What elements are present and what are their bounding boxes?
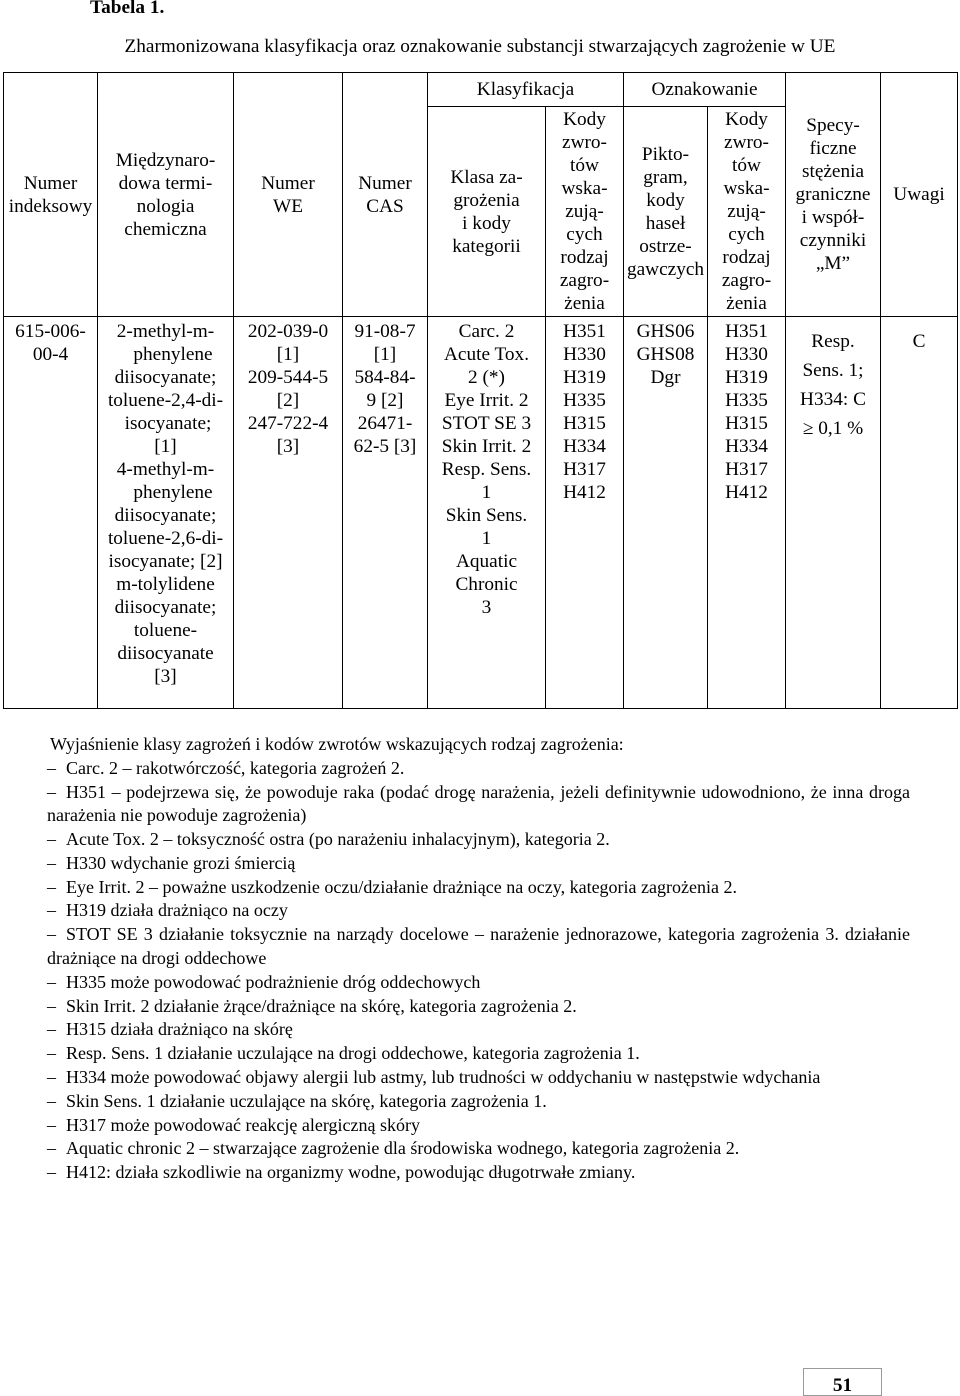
cell-line: STOT SE 3 [441,413,532,434]
legend-line [47,852,910,876]
legend-line-text: drażniące na drogi oddechowe [47,948,267,969]
list-dash-marker: – [47,924,56,945]
cell-line: 202-039-0 [247,321,329,342]
cell-line: graniczne [795,184,871,205]
cell-line: diisocyanate; [114,597,217,618]
cell-line: Numer [261,172,315,194]
list-dash-marker: – [47,852,56,873]
cell-line: stężenia [801,161,865,182]
cell-line: H335 [563,390,606,411]
cell-hazard-class [428,317,546,709]
list-dash-marker: – [47,971,56,992]
cell-line: nologia [136,195,195,217]
legend-line [47,1114,910,1138]
legend-intro: Wyjaśnienie klasy zagrożeń i kodów zwrotów wskazujących rodzaj zagrożenia: [50,734,624,754]
cell-line: kategorii [452,235,521,257]
cell-line: 247-722-4 [247,413,329,434]
cell-notes: C [881,317,958,709]
classification-table [3,72,958,709]
cell-line: m-tolylidene [116,574,215,595]
legend-item [47,1018,910,1042]
legend-line [47,1090,910,1114]
legend-line-text: STOT SE 3 działanie toksycznie na narządy docelowe – narażenie jednorazowe, kategoria zagrożenia 3. działanie [66,924,910,945]
cell-line: cych [728,224,765,245]
cell-line: Eye Irrit. 2 [444,390,529,411]
cell-line: GHS06 [636,321,695,342]
legend-item [47,1066,910,1090]
cell-line: 3 [481,597,492,618]
cell-line: 2 (*) [468,367,505,388]
legend-line-text: H330 wdychanie grozi śmiercią [66,852,296,873]
cell-line: Aquatic [455,551,518,572]
legend-line [47,804,910,828]
table-title: Zharmonizowana klasyfikacja oraz oznakowanie substancji stwarzających zagrożenie w UE [124,36,836,57]
legend-item [47,971,910,995]
cell-line: dowa termi- [118,172,213,194]
cell-line: 4-methyl-m- [116,459,215,480]
list-dash-marker: – [47,900,56,921]
cell-line: H351 [563,321,606,342]
cell-line: diisocyanate [117,643,214,664]
cell-line: zwro- [724,132,769,153]
header-row-top [4,73,958,107]
legend-line-text: H412: działa szkodliwie na organizmy wodne, powodując długotrwałe zmiany. [66,1162,636,1183]
cell-line: H351 [725,321,768,342]
legend-item [47,852,910,876]
cell-line: ficzne [809,138,857,159]
legend-item [47,1090,910,1114]
legend-line-text: H335 może powodować podrażnienie dróg oddechowych [66,971,481,992]
header-labelling: Oznakowanie [624,73,786,107]
cell-line: rodzaj [560,247,609,268]
legend-item [47,757,910,781]
legend-line-text: Eye Irrit. 2 – poważne uszkodzenie oczu/działanie drażniące na oczy, kategoria zagrożenia 2. [66,876,737,897]
cell-line: isocyanate; [2] [108,551,223,572]
cell-line: Resp. [811,331,855,352]
list-dash-marker: – [47,1043,56,1064]
legend-line [47,1018,910,1042]
legend-item [47,899,910,923]
cell-labelling-h-codes [708,317,786,709]
header-specific-limits [786,73,881,317]
header-labelling-h-codes [708,107,786,317]
cell-line: 1 [481,482,492,503]
legend-line-text: Resp. Sens. 1 działanie uczulające na drogi oddechowe, kategoria zagrożenia 1. [66,1043,640,1064]
cell-line: Sens. 1; [802,360,864,381]
cell-line: zagro- [559,270,610,291]
list-dash-marker: – [47,1066,56,1087]
legend-item [47,828,910,852]
legend-line-text: Aquatic chronic 2 – stwarzające zagrożenie dla środowiska wodnego, kategoria zagrożenia 2. [66,1138,740,1159]
legend-line-text: narażenia nie powoduje zagrożenia) [47,805,307,826]
cell-line: H319 [563,367,606,388]
legend-line-text: H317 może powodować reakcję alergiczną skóry [66,1114,421,1135]
cell-cas-number [343,317,428,709]
list-dash-marker: – [47,995,56,1016]
cell-line: Międzynaro- [115,149,216,171]
list-dash-marker: – [47,781,56,802]
legend-line [47,899,910,923]
cell-line: H334: C [800,389,866,410]
cell-line: [1] [276,344,300,365]
cell-line: [1] [373,344,397,365]
cell-line: H317 [725,459,768,480]
legend-list [47,757,910,1185]
header-classification-h-codes [546,107,624,317]
legend-line-text: H319 działa drażniąco na oczy [66,900,288,921]
cell-line: Kody [563,109,606,130]
legend-line-text: H351 – podejrzewa się, że powoduje raka (podać drogę narażenia, jeżeli definitywnie udowodniono, że inna droga [66,781,910,802]
cell-line: diisocyanate; [114,505,217,526]
list-dash-marker: – [47,1138,56,1159]
cell-line: isocyanate; [124,413,212,434]
list-dash-marker: – [47,1019,56,1040]
cell-line: phenylene [133,344,213,365]
cell-line: 26471- [357,413,413,434]
legend-line [47,1161,910,1185]
legend-item [47,995,910,1019]
list-dash-marker: – [47,829,56,850]
cell-line: [3] [154,666,177,687]
list-dash-marker: – [47,1114,56,1135]
cell-line: toluene-2,4-di- [107,390,224,411]
cell-line: czynniki [799,230,867,251]
cell-line: diisocyanate; [114,367,217,388]
legend-line [47,1042,910,1066]
cell-line: gram, [643,166,688,188]
cell-line: kody [646,189,685,211]
cell-line: wska- [723,178,770,199]
cell-line: grożenia [453,189,520,211]
cell-line: Carc. 2 [458,321,515,342]
legend-item [47,876,910,900]
cell-line: 62-5 [3] [353,436,417,457]
cell-chemical-name [98,317,234,709]
list-dash-marker: – [47,757,56,778]
cell-line: 615-006- [15,321,86,342]
cell-line: H335 [725,390,768,411]
legend-line [47,923,910,947]
legend-line-text: Skin Irrit. 2 działanie żrące/drażniące na skórę, kategoria zagrożenia 2. [66,995,577,1016]
legend-line [47,1137,910,1161]
legend-line [47,876,910,900]
cell-line: H319 [725,367,768,388]
legend-line-text: Skin Sens. 1 działanie uczulające na skórę, kategoria zagrożenia 1. [66,1090,547,1111]
header-index-number [4,73,98,317]
legend-item [47,781,910,829]
cell-line: Chronic [455,574,518,595]
header-cas-number [343,73,428,317]
cell-line: toluene- [133,620,198,641]
legend-line [47,947,910,971]
cell-line: H317 [563,459,606,480]
cell-line: GHS08 [636,344,695,365]
cell-line: Acute Tox. [443,344,530,365]
cell-line: i kody [462,212,511,234]
cell-line: zagro- [721,270,772,291]
cell-line: Klasa za- [450,166,523,188]
page-number: 51 [832,1375,853,1396]
table-row [4,317,958,709]
legend-item [47,923,910,971]
cell-line: Specy- [806,115,860,136]
cell-line: H315 [563,413,606,434]
list-dash-marker: – [47,876,56,897]
cell-ec-number [234,317,343,709]
cell-line: H334 [563,436,606,457]
cell-line: 584-84- [354,367,416,388]
cell-line: toluene-2,6-di- [107,528,224,549]
cell-line: Numer [23,172,78,194]
cell-line: tów [732,155,761,176]
cell-line: H315 [725,413,768,434]
cell-pictogram [624,317,708,709]
cell-line: 1 [481,528,492,549]
header-notes: Uwagi [881,73,958,317]
legend-line-text: H315 działa drażniąco na skórę [66,1019,293,1040]
cell-line: tów [570,155,599,176]
cell-line: [3] [276,436,300,457]
cell-classification-h-codes [546,317,624,709]
cell-line: WE [273,195,303,217]
cell-line: Skin Sens. [445,505,528,526]
cell-line: 9 [2] [366,390,404,411]
header-chemical-name [98,73,234,317]
cell-line: H330 [563,344,606,365]
cell-line: zują- [565,201,604,222]
legend-line-text: Acute Tox. 2 – toksyczność ostra (po narażeniu inhalacyjnym), kategoria 2. [66,829,610,850]
legend-item [47,1137,910,1161]
list-dash-marker: – [47,1090,56,1111]
cell-line: Kody [725,109,768,130]
cell-line: H412 [725,482,768,503]
cell-line: haseł [645,212,686,234]
legend-item [47,1042,910,1066]
cell-line: żenia [726,293,767,314]
cell-line: H330 [725,344,768,365]
cell-line: ≥ 0,1 % [802,418,864,439]
cell-line: Numer [358,172,412,194]
cell-line: Dgr [650,367,681,388]
cell-line: H334 [725,436,768,457]
cell-specific-limits [786,317,881,709]
cell-line: żenia [564,293,605,314]
cell-line: wska- [561,178,608,199]
legend-line [47,828,910,852]
cell-line: phenylene [133,482,213,503]
legend-item [47,1161,910,1185]
cell-line: 91-08-7 [354,321,416,342]
cell-line: rodzaj [722,247,771,268]
legend-line [47,757,910,781]
cell-line: i współ- [801,207,865,228]
legend-line [47,995,910,1019]
cell-line: Skin Irrit. 2 [441,436,532,457]
list-dash-marker: – [47,1162,56,1183]
cell-line: zwro- [562,132,607,153]
cell-line: H412 [563,482,606,503]
legend [47,733,910,1185]
legend-line [47,781,910,805]
header-pictogram [624,107,708,317]
cell-line: gawczych [626,258,705,280]
cell-line: [1] [154,436,177,457]
cell-line: CAS [366,195,404,217]
cell-line: 00-4 [32,344,69,365]
header-hazard-class [428,107,546,317]
cell-line: [2] [276,390,300,411]
cell-line: cych [566,224,603,245]
legend-line-text: Carc. 2 – rakotwórczość, kategoria zagrożeń 2. [66,757,405,778]
legend-line [47,1066,910,1090]
cell-index-number [4,317,98,709]
header-ec-number [234,73,343,317]
legend-item [47,1114,910,1138]
table-label: Tabela 1. [90,0,165,18]
legend-line [47,971,910,995]
cell-line: zują- [727,201,766,222]
cell-line: 209-544-5 [247,367,329,388]
legend-line-text: H334 może powodować objawy alergii lub astmy, lub trudności w oddychaniu w następstwie wdychania [66,1066,821,1087]
cell-line: ostrze- [639,235,692,257]
cell-line: Pikto- [641,143,690,165]
header-classification: Klasyfikacja [428,73,624,107]
cell-line: indeksowy [8,195,93,217]
cell-line: 2-methyl-m- [116,321,215,342]
cell-line: chemiczna [124,218,207,240]
cell-line: „M” [815,253,851,274]
cell-line: Resp. Sens. [441,459,532,480]
